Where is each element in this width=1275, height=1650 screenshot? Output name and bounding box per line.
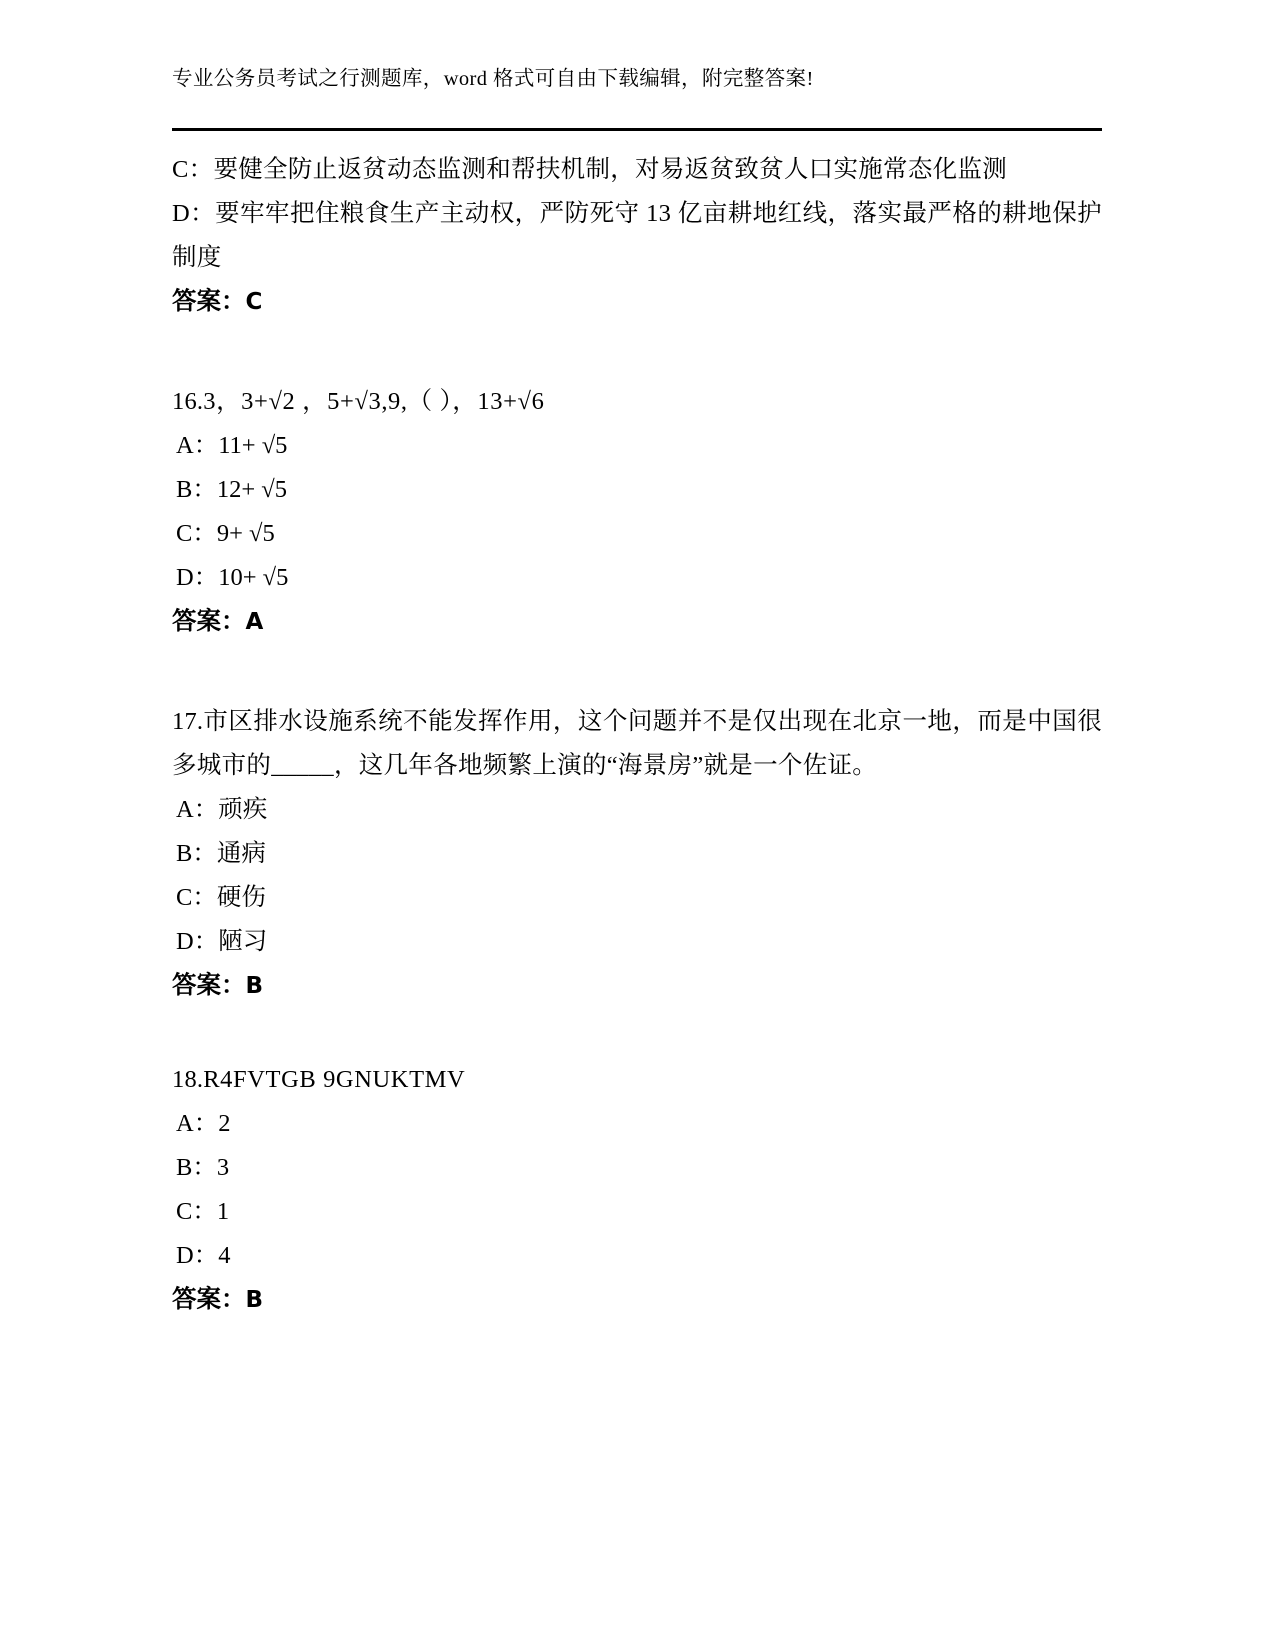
question-17-answer	[172, 964, 1102, 1008]
spacer	[172, 1008, 1102, 1058]
question-16-option-a: A：11+ √5	[176, 432, 288, 459]
question-17-option-a: A：顽疾	[176, 796, 268, 823]
question-17-option-d: D：陋习	[176, 928, 268, 955]
question-18-text: R4FVTGB 9GNUKTMV	[203, 1066, 466, 1093]
question-17-text: 市区排水设施系统不能发挥作用，这个问题并不是仅出现在北京一地，而是中国很多城市的_____，这几年各地频繁上演的“海景房”就是一个佐证。	[172, 708, 1102, 779]
document-body	[172, 148, 1102, 1322]
question-18-option-c: C：1	[176, 1198, 230, 1225]
question-18-stem	[172, 1058, 1102, 1102]
question-18-option-b: B：3	[176, 1154, 230, 1181]
answer-value: B	[245, 973, 264, 999]
question-18-option-a: A：2	[176, 1110, 231, 1137]
spacer	[172, 644, 1102, 700]
option-c-carryover: C：要健全防止返贫动态监测和帮扶机制，对易返贫致贫人口实施常态化监测	[172, 156, 1008, 183]
answer-line-carryover	[172, 280, 1102, 324]
question-18-answer	[172, 1278, 1102, 1322]
question-16	[172, 380, 1102, 644]
question-18-number: 18.	[172, 1066, 204, 1093]
answer-value: C	[245, 289, 263, 315]
question-17-option-b: B：通病	[176, 840, 266, 867]
question-17-stem	[172, 700, 1102, 788]
spacer	[172, 324, 1102, 380]
page-header: 专业公务员考试之行测题库，word 格式可自由下载编辑，附完整答案!	[172, 68, 814, 90]
question-16-option-c: C：9+ √5	[176, 520, 275, 547]
question-18-option-d: D：4	[176, 1242, 231, 1269]
header-divider	[172, 128, 1102, 131]
answer-label: 答案：	[172, 972, 246, 999]
carryover-options	[172, 148, 1102, 324]
question-16-text: 3，3+√2 ，5+√3,9,（ ），13+√6	[203, 388, 545, 415]
answer-label: 答案：	[172, 288, 246, 315]
question-17-number: 17.	[172, 708, 204, 735]
question-16-option-d: D：10+ √5	[176, 564, 289, 591]
option-d-carryover: D：要牢牢把住粮食生产主动权，严防死守 13 亿亩耕地红线，落实最严格的耕地保护制度	[172, 200, 1102, 271]
question-16-answer	[172, 600, 1102, 644]
answer-value: A	[245, 609, 264, 635]
question-17	[172, 700, 1102, 1008]
answer-label: 答案：	[172, 1286, 246, 1313]
question-16-option-b: B：12+ √5	[176, 476, 287, 503]
question-17-option-c: C：硬伤	[176, 884, 266, 911]
question-16-number: 16.	[172, 388, 204, 415]
question-18	[172, 1058, 1102, 1322]
answer-value: B	[245, 1287, 264, 1313]
question-16-stem	[172, 380, 1102, 424]
answer-label: 答案：	[172, 608, 246, 635]
